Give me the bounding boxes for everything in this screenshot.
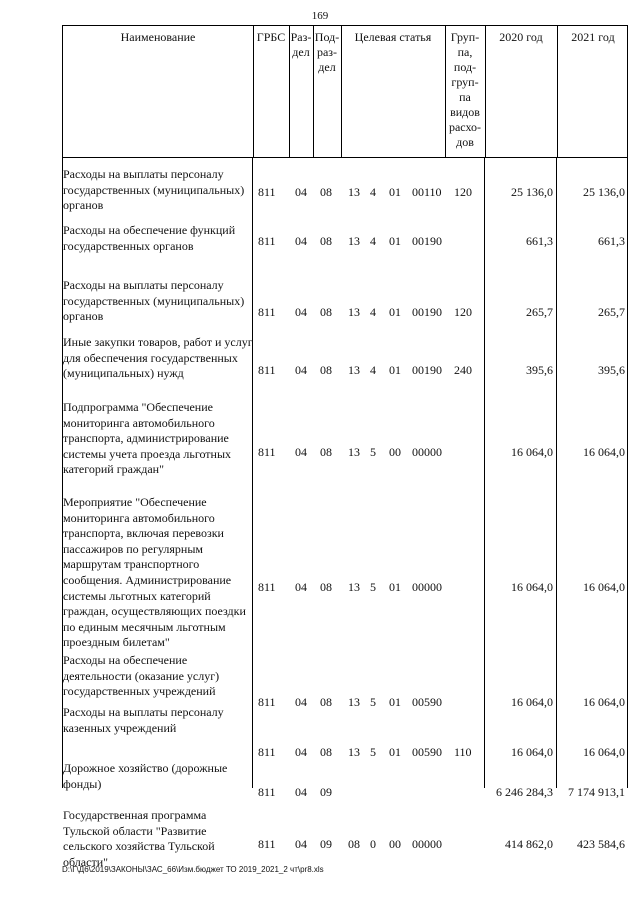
cell-pr: 08	[320, 580, 332, 594]
cell-c3: 01	[389, 363, 401, 377]
page-number: 169	[311, 10, 329, 22]
cell-c2: 5	[370, 745, 376, 759]
cell-c1: 13	[348, 580, 360, 594]
cell-vr: 240	[454, 363, 472, 377]
cell-c3: 01	[389, 305, 401, 319]
cell-c4: 00000	[412, 580, 442, 594]
row-name: Мероприятие "Обеспечение мониторинга автомобильного транспорта, включая перевозки пассажиров по регулярным маршрутам транспортного сообщения. Администрирование системы льготных категорий граждан, осуществляющих поездки по единым месячным льготным проездным билетам"	[63, 495, 246, 650]
cell-v2021: 16 064,0	[583, 695, 625, 709]
cell-v2020: 265,7	[526, 305, 553, 319]
header-podrazdel: Под- раз- дел	[314, 30, 340, 74]
cell-c2: 0	[370, 837, 376, 851]
cell-v2021: 25 136,0	[583, 185, 625, 199]
cell-pr: 08	[320, 363, 332, 377]
cell-rz: 04	[295, 305, 307, 319]
cell-v2021: 423 584,6	[577, 837, 625, 851]
cell-c3: 01	[389, 745, 401, 759]
cell-rz: 04	[295, 445, 307, 459]
cell-grbs: 811	[258, 695, 276, 709]
file-path-footer: D:\Г\Д6\2019\ЗАКОНЫ\ЗАС_66\Изм.бюджет ТО 2019_2021_2 чт\pr8.xls	[62, 865, 324, 874]
cell-v2021: 661,3	[598, 234, 625, 248]
cell-c2: 5	[370, 695, 376, 709]
cell-v2020: 395,6	[526, 363, 553, 377]
cell-c3: 00	[389, 837, 401, 851]
cell-c1: 08	[348, 837, 360, 851]
cell-v2020: 16 064,0	[511, 745, 553, 759]
budget-table	[62, 25, 628, 875]
cell-c1: 13	[348, 305, 360, 319]
row-name: Расходы на обеспечение деятельности (оказание услуг) государственных учреждений	[63, 653, 220, 699]
cell-c2: 5	[370, 445, 376, 459]
header-2020: 2020 год	[499, 30, 543, 44]
cell-c2: 5	[370, 580, 376, 594]
cell-pr: 09	[320, 837, 332, 851]
cell-c3: 01	[389, 580, 401, 594]
table-header	[62, 25, 628, 158]
header-grbs: ГРБС	[256, 30, 286, 44]
cell-v2020: 16 064,0	[511, 695, 553, 709]
cell-grbs: 811	[258, 745, 276, 759]
cell-grbs: 811	[258, 785, 276, 799]
cell-v2021: 16 064,0	[583, 580, 625, 594]
row-name: Государственная программа Тульской области "Развитие сельского хозяйства Тульской области"	[63, 808, 215, 869]
cell-v2021: 265,7	[598, 305, 625, 319]
cell-rz: 04	[295, 234, 307, 248]
cell-c3: 01	[389, 695, 401, 709]
cell-pr: 09	[320, 785, 332, 799]
cell-v2020: 414 862,0	[505, 837, 553, 851]
cell-c4: 00190	[412, 305, 442, 319]
cell-v2021: 16 064,0	[583, 745, 625, 759]
cell-rz: 04	[295, 745, 307, 759]
cell-pr: 08	[320, 185, 332, 199]
row-name: Расходы на обеспечение функций государственных органов	[63, 223, 236, 253]
cell-vr: 110	[454, 745, 472, 759]
cell-c1: 13	[348, 234, 360, 248]
cell-c1: 13	[348, 445, 360, 459]
row-name: Расходы на выплаты персоналу государственных (муниципальных) органов	[63, 278, 245, 324]
cell-c3: 01	[389, 234, 401, 248]
cell-pr: 08	[320, 745, 332, 759]
row-name: Иные закупки товаров, работ и услуг для обеспечения государственных (муниципальных) нужд	[63, 335, 253, 381]
cell-pr: 08	[320, 305, 332, 319]
cell-grbs: 811	[258, 305, 276, 319]
cell-grbs: 811	[258, 185, 276, 199]
cell-v2020: 6 246 284,3	[496, 785, 553, 799]
cell-c2: 4	[370, 234, 376, 248]
row-name: Расходы на выплаты персоналу государственных (муниципальных) органов	[63, 167, 245, 213]
cell-c4: 00190	[412, 363, 442, 377]
cell-rz: 04	[295, 837, 307, 851]
cell-c4: 00590	[412, 695, 442, 709]
cell-grbs: 811	[258, 363, 276, 377]
cell-c2: 4	[370, 305, 376, 319]
cell-pr: 08	[320, 234, 332, 248]
cell-c4: 00000	[412, 445, 442, 459]
cell-v2020: 16 064,0	[511, 580, 553, 594]
header-razdel: Раз- дел	[290, 30, 312, 59]
cell-vr: 120	[454, 185, 472, 199]
row-name: Дорожное хозяйство (дорожные фонды)	[63, 761, 228, 791]
cell-c2: 4	[370, 185, 376, 199]
header-2021: 2021 год	[571, 30, 615, 44]
cell-c4: 00590	[412, 745, 442, 759]
cell-pr: 08	[320, 695, 332, 709]
cell-v2020: 25 136,0	[511, 185, 553, 199]
cell-rz: 04	[295, 785, 307, 799]
header-group: Груп- па, под- груп- па видов расхо- дов	[448, 30, 482, 149]
row-name: Расходы на выплаты персоналу казенных учреждений	[63, 705, 224, 735]
cell-rz: 04	[295, 580, 307, 594]
cell-grbs: 811	[258, 837, 276, 851]
cell-rz: 04	[295, 185, 307, 199]
cell-c4: 00190	[412, 234, 442, 248]
cell-c1: 13	[348, 363, 360, 377]
cell-rz: 04	[295, 363, 307, 377]
cell-rz: 04	[295, 695, 307, 709]
cell-vr: 120	[454, 305, 472, 319]
cell-v2020: 16 064,0	[511, 445, 553, 459]
cell-c1: 13	[348, 745, 360, 759]
row-name: Подпрограмма "Обеспечение мониторинга автомобильного транспорта, администрирование системы учета проезда льготных категорий граждан"	[63, 400, 232, 477]
cell-grbs: 811	[258, 445, 276, 459]
header-target: Целевая статья	[354, 30, 432, 44]
cell-c4: 00110	[412, 185, 442, 199]
cell-c4: 00000	[412, 837, 442, 851]
header-name: Наименование	[120, 30, 196, 44]
cell-c3: 01	[389, 185, 401, 199]
cell-c1: 13	[348, 695, 360, 709]
cell-c2: 4	[370, 363, 376, 377]
cell-v2021: 16 064,0	[583, 445, 625, 459]
cell-c3: 00	[389, 445, 401, 459]
cell-c1: 13	[348, 185, 360, 199]
cell-v2021: 7 174 913,1	[568, 785, 625, 799]
cell-pr: 08	[320, 445, 332, 459]
cell-v2021: 395,6	[598, 363, 625, 377]
cell-grbs: 811	[258, 580, 276, 594]
cell-grbs: 811	[258, 234, 276, 248]
cell-v2020: 661,3	[526, 234, 553, 248]
